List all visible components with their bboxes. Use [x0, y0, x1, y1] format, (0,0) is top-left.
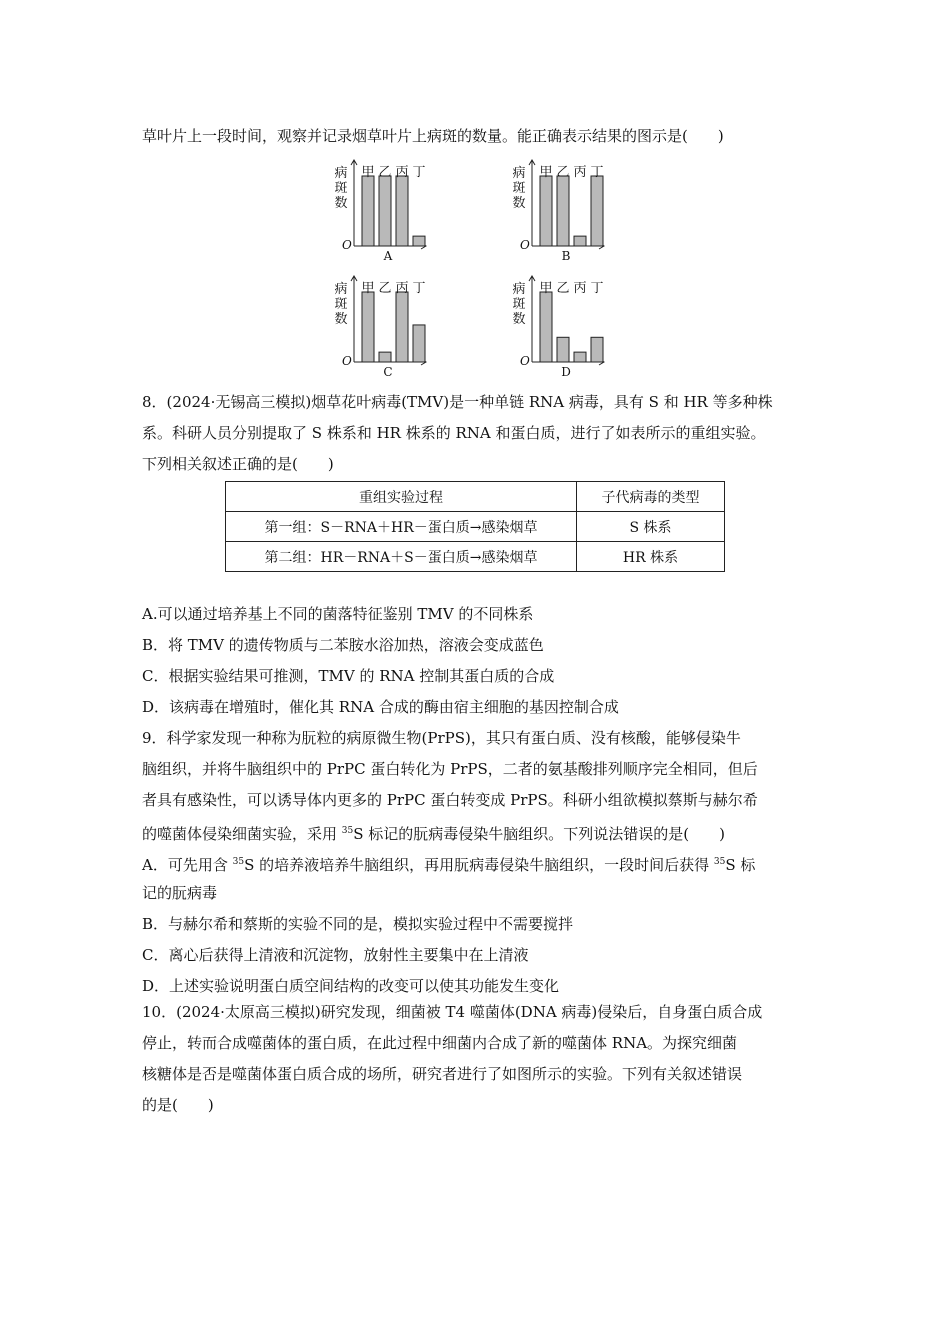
table-cell: 第二组：HR－RNA＋S－蛋白质→感染烟草 — [226, 542, 577, 572]
origin-label: O — [520, 238, 530, 252]
q8-line-3: 下列相关叙述正确的是( ) — [142, 455, 334, 473]
q9-option-d[interactable]: D．上述实验说明蛋白质空间结构的改变可以使其功能发生变化 — [142, 977, 560, 995]
table-cell: HR 株系 — [577, 542, 725, 572]
isotope-superscript: 35 — [713, 857, 726, 867]
q10-line-2: 停止，转而合成噬菌体的蛋白质，在此过程中细菌内合成了新的噬菌体 RNA。为探究细菌 — [142, 1034, 738, 1052]
table-header-row — [226, 482, 725, 512]
q9-option-c[interactable]: C．离心后获得上清液和沉淀物，放射性主要集中在上清液 — [142, 946, 529, 964]
q8-option-a[interactable]: A.可以通过培养基上不同的菌落特征鉴别 TMV 的不同株系 — [142, 605, 534, 623]
q9-line-4 — [142, 821, 725, 844]
category-label: 丙 — [573, 165, 587, 180]
q10-line-1: 10．(2024·太原高三模拟)研究发现，细菌被 T4 噬菌体(DNA 病毒)侵染后，自身蛋白质合成 — [142, 1003, 763, 1021]
bar-乙 — [379, 176, 391, 246]
bar-甲 — [362, 176, 374, 246]
q9-option-a-line-2: 记的朊病毒 — [142, 884, 218, 902]
category-label: 甲 — [361, 165, 375, 180]
category-label: 乙 — [378, 281, 392, 296]
q9-line-4-post: S 标记的朊病毒侵染牛脑组织。下列说法错误的是( ) — [353, 825, 725, 843]
category-label: 丁 — [412, 165, 426, 180]
question-intro-line: 草叶片上一段时间，观察并记录烟草叶片上病斑的数量。能正确表示结果的图示是( ) — [142, 127, 724, 145]
table-row — [226, 512, 725, 542]
table-row — [226, 542, 725, 572]
bar-甲 — [540, 176, 552, 246]
q9-option-a[interactable] — [142, 852, 755, 875]
q9-option-a-post: S 标 — [725, 856, 756, 874]
bar-乙 — [557, 337, 569, 362]
q9-line-1: 9．科学家发现一种称为朊粒的病原微生物(PrPS)，其只有蛋白质、没有核酸，能够侵染牛 — [142, 729, 741, 747]
bar-chart-c — [326, 276, 476, 386]
q8-option-c[interactable]: C．根据实验结果可推测，TMV 的 RNA 控制其蛋白质的合成 — [142, 667, 555, 685]
bar-丁 — [591, 176, 603, 246]
bar-丙 — [396, 292, 408, 362]
bar-丙 — [574, 236, 586, 246]
table-cell: S 株系 — [577, 512, 725, 542]
q8-option-d[interactable]: D．该病毒在增殖时，催化其 RNA 合成的酶由宿主细胞的基因控制合成 — [142, 698, 619, 716]
origin-label: O — [342, 238, 352, 252]
y-axis-label: 病斑数 — [334, 166, 348, 211]
bar-chart-a — [326, 160, 476, 270]
category-label: 丙 — [573, 281, 587, 296]
bar-丁 — [413, 325, 425, 362]
q9-line-4-pre: 的噬菌体侵染细菌实验，采用 — [142, 825, 342, 843]
q10-line-3: 核糖体是否是噬菌体蛋白质合成的场所，研究者进行了如图所示的实验。下列有关叙述错误 — [142, 1065, 743, 1083]
bar-丙 — [396, 176, 408, 246]
category-label: 乙 — [378, 165, 392, 180]
origin-label: O — [520, 354, 530, 368]
q9-line-2: 脑组织，并将牛脑组织中的 PrPC 蛋白转化为 PrPS，二者的氨基酸排列顺序完全相同，但后 — [142, 760, 758, 778]
q8-line-1: 8．(2024·无锡高三模拟)烟草花叶病毒(TMV)是一种单链 RNA 病毒，具有 S 和 HR 等多种株 — [142, 393, 773, 411]
origin-label: O — [342, 354, 352, 368]
bar-乙 — [379, 352, 391, 362]
option-letter: B — [561, 249, 571, 263]
isotope-superscript: 35 — [232, 857, 245, 867]
option-letter: C — [383, 365, 393, 379]
category-label: 乙 — [556, 165, 570, 180]
category-label: 丁 — [412, 281, 426, 296]
table-header-type: 子代病毒的类型 — [577, 482, 725, 512]
table-header-process: 重组实验过程 — [226, 482, 577, 512]
category-label: 丁 — [590, 165, 604, 180]
bar-甲 — [540, 292, 552, 362]
q8-option-b[interactable]: B．将 TMV 的遗传物质与二苯胺水浴加热，溶液会变成蓝色 — [142, 636, 544, 654]
category-label: 甲 — [539, 165, 553, 180]
recombination-table — [225, 481, 725, 572]
option-letter: D — [561, 365, 571, 379]
y-axis-label: 病斑数 — [334, 282, 348, 327]
category-label: 甲 — [361, 281, 375, 296]
q9-line-3: 者具有感染性，可以诱导体内更多的 PrPC 蛋白转变成 PrPS。科研小组欲模拟蔡斯与赫尔希 — [142, 791, 758, 809]
bar-chart-d — [504, 276, 654, 386]
bar-chart-options — [326, 160, 626, 380]
q9-option-a-mid: S 的培养液培养牛脑组织，再用朊病毒侵染牛脑组织，一段时间后获得 — [244, 856, 714, 874]
category-label: 丙 — [395, 165, 409, 180]
category-label: 丁 — [590, 281, 604, 296]
q9-option-b[interactable]: B．与赫尔希和蔡斯的实验不同的是，模拟实验过程中不需要搅拌 — [142, 915, 574, 933]
option-letter: A — [383, 249, 393, 263]
q8-line-2: 系。科研人员分别提取了 S 株系和 HR 株系的 RNA 和蛋白质，进行了如表所示的重组实验。 — [142, 424, 766, 442]
bar-丁 — [591, 337, 603, 362]
bar-甲 — [362, 292, 374, 362]
bar-chart-b — [504, 160, 654, 270]
bar-乙 — [557, 176, 569, 246]
category-label: 乙 — [556, 281, 570, 296]
y-axis-label: 病斑数 — [512, 166, 526, 211]
category-label: 甲 — [539, 281, 553, 296]
q10-line-4: 的是( ) — [142, 1096, 214, 1114]
bar-丙 — [574, 352, 586, 362]
bar-丁 — [413, 236, 425, 246]
y-axis-label: 病斑数 — [512, 282, 526, 327]
table-cell: 第一组：S－RNA＋HR－蛋白质→感染烟草 — [226, 512, 577, 542]
category-label: 丙 — [395, 281, 409, 296]
q9-option-a-pre: A．可先用含 — [142, 856, 233, 874]
isotope-superscript: 35 — [341, 826, 354, 836]
